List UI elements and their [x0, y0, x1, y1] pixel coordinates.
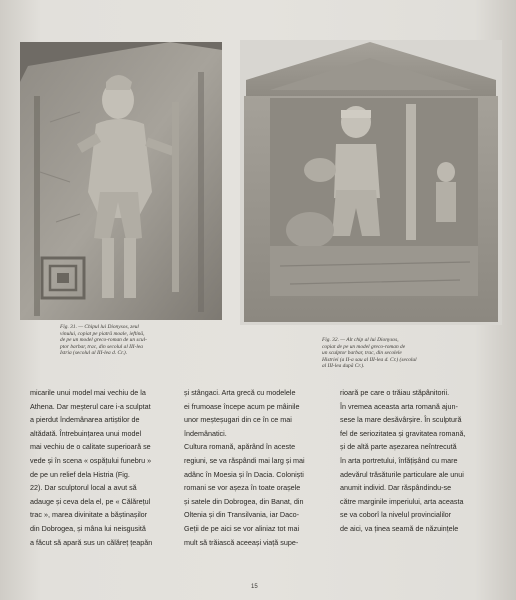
text-line: a pierdut îndemânarea artiștilor de: [30, 415, 140, 425]
text-line: rioară pe care o trăiau stăpânitorii.: [340, 388, 450, 397]
text-line: Athena. Dar meșterul care i-a sculptat: [30, 401, 151, 411]
text-line: și de altă parte așezarea neîntrecută: [340, 442, 457, 452]
text-line: unor meșteșugari din ce în ce mai: [184, 415, 292, 425]
text-line: adevărul trăsăturile particulare ale unui: [340, 469, 464, 479]
text-line: Geții de pe aici se vor aliniaz tot mai: [184, 523, 300, 533]
text-line: și satele din Dobrogea, din Banat, din: [184, 496, 304, 506]
text-line: mult să trăiască aceeași viață supe-: [184, 537, 299, 547]
caption-line: copiat de pe un model greco-roman de: [322, 343, 406, 350]
caption-line: Istria (secolul al III-lea d. Cr.).: [60, 350, 128, 357]
figure-32-caption: [322, 337, 472, 370]
text-line: micarile unui model mai vechiu de la: [30, 388, 146, 397]
text-line: mai vechiu de o calitate superioară se: [30, 442, 151, 452]
figure-31-caption: [60, 324, 220, 357]
caption-line: de pe un model greco-roman de un scul-: [60, 337, 147, 344]
caption-line: vinului, copiat pe piatră moale, ieftină,: [60, 330, 145, 337]
caption-line: Histriei (a II-a sau al III-lea d. Cr.) (secolul: [322, 356, 417, 363]
text-line: vede și în scena « ospățului funebru »: [30, 455, 152, 465]
text-line: regiuni, se va răspândi mai larg și mai: [184, 455, 305, 465]
text-line: altădată. Întrebuințarea unui model: [30, 428, 142, 438]
body-text-column-3: [340, 386, 500, 536]
caption-line: Fig. 32. — Alt chip al lui Dionysos,: [322, 337, 399, 343]
text-line: fel de seriozitatea și gravitatea romană,: [340, 428, 466, 438]
text-line: din Dobrogea, și mâna lui neisgusită: [30, 523, 146, 533]
text-line: Oltenia și din Transilvania, iar Daco-: [184, 510, 300, 520]
body-text-column-2: [184, 386, 334, 549]
text-line: sese la mare desăvârșire. În sculptură: [340, 415, 462, 425]
body-text-column-1: [30, 386, 180, 549]
relief-photo-dionysos-left: [20, 42, 222, 320]
text-line: îndemânatici.: [184, 428, 227, 438]
text-line: de pe un relief dela Histria (Fig.: [30, 469, 130, 479]
text-line: trac », marea divinitate a băștinașilor: [30, 510, 148, 520]
caption-line: Fig. 31. — Chipul lui Dionysos, zeul: [60, 324, 139, 330]
text-line: și stângaci. Arta grecă cu modelele: [184, 388, 296, 397]
text-line: 22). Dar sculptorul local a avut să: [30, 483, 137, 493]
text-line: se va coborî la nivelul provincialilor: [340, 510, 452, 520]
text-line: a făcut să apară sus un călăreț țeapăn: [30, 537, 153, 547]
caption-line: un sculptor barbar, trac, din secolele: [322, 350, 402, 357]
text-line: Cultura romană, apărând în aceste: [184, 442, 296, 452]
caption-line: ptor barbar, trac, din secolul al III-lea: [60, 343, 143, 350]
text-line: romani se vor așeza în toate orașele: [184, 483, 301, 493]
text-line: adânc în Moesia și în Dacia. Coloniști: [184, 469, 304, 479]
text-line: adauge și ceva dela el, pe « Călărețul: [30, 496, 151, 506]
relief-photo-dionysos-right: [240, 40, 502, 325]
text-line: În vremea aceasta arta romană ajun-: [340, 401, 458, 411]
text-line: ei frumoase începe acum pe mâinile: [184, 401, 300, 411]
text-line: anumit individ. Dar răspândindu-se: [340, 483, 452, 493]
text-line: în arta portretului, înfățișând cu mare: [340, 455, 458, 465]
caption-line: al III-lea după Cr.).: [322, 363, 365, 370]
page-number: 15: [251, 584, 258, 590]
text-line: de aici, va ținea seamă de năzuințele: [340, 523, 459, 533]
text-line: către marginile imperiului, arta aceasta: [340, 496, 464, 506]
